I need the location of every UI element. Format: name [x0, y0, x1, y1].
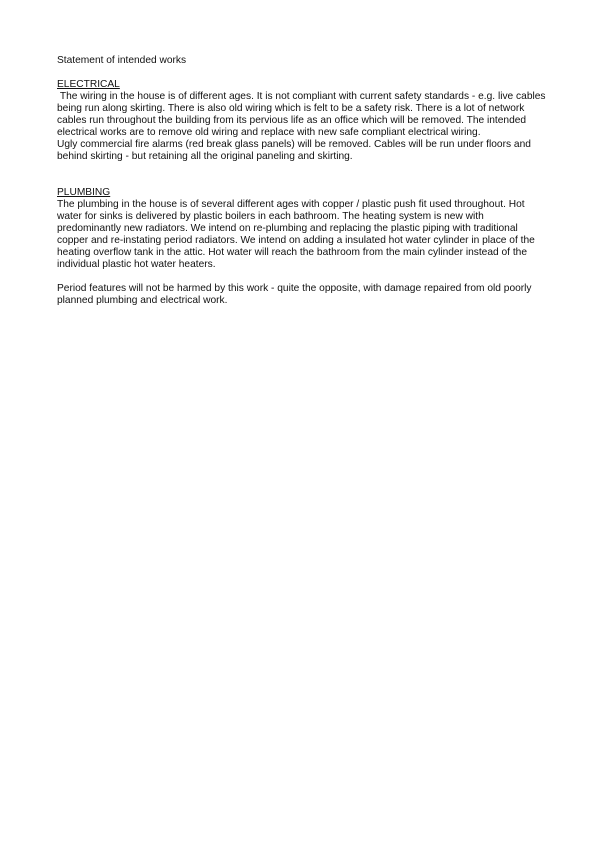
- electrical-section: [57, 79, 547, 163]
- section-spacer: [57, 163, 547, 187]
- plumbing-heading: PLUMBING: [57, 187, 111, 198]
- electrical-paragraph-2: Ugly commercial fire alarms (red break glass panels) will be removed. Cables will be run under floors and behind skirting - but retaining all the original paneling and skirting.: [57, 139, 531, 162]
- document-page: [57, 55, 547, 307]
- document-title: Statement of intended works: [57, 55, 187, 66]
- plumbing-paragraph-1: The plumbing in the house is of several different ages with copper / plastic push fit used throughout. Hot water for sinks is delivered by plastic boilers in each bathroom. The heating system is new with predominantly new radiators. We intend on re-plumbing and replacing the plastic piping with traditional copper and re-instating period radiators. We intend on adding a insulated hot water cylinder in place of the heating overflow tank in the attic. Hot water will reach the bathroom from the main cylinder instead of the individual plastic hot water heaters.: [57, 199, 535, 270]
- plumbing-paragraph-2: Period features will not be harmed by this work - quite the opposite, with damage repaired from old poorly planned plumbing and electrical work.: [57, 283, 532, 306]
- paragraph-spacer: [57, 271, 547, 283]
- plumbing-section: [57, 187, 547, 307]
- electrical-paragraph-1: The wiring in the house is of different ages. It is not compliant with current safety standards - e.g. live cables being run along skirting. There is also old wiring which is felt to be a safety risk. There is a lot of network cables run throughout the building from its pervious life as an office which will be removed. The intended electrical works are to remove old wiring and replace with new safe compliant electrical wiring.: [57, 91, 549, 138]
- electrical-heading: ELECTRICAL: [57, 79, 120, 90]
